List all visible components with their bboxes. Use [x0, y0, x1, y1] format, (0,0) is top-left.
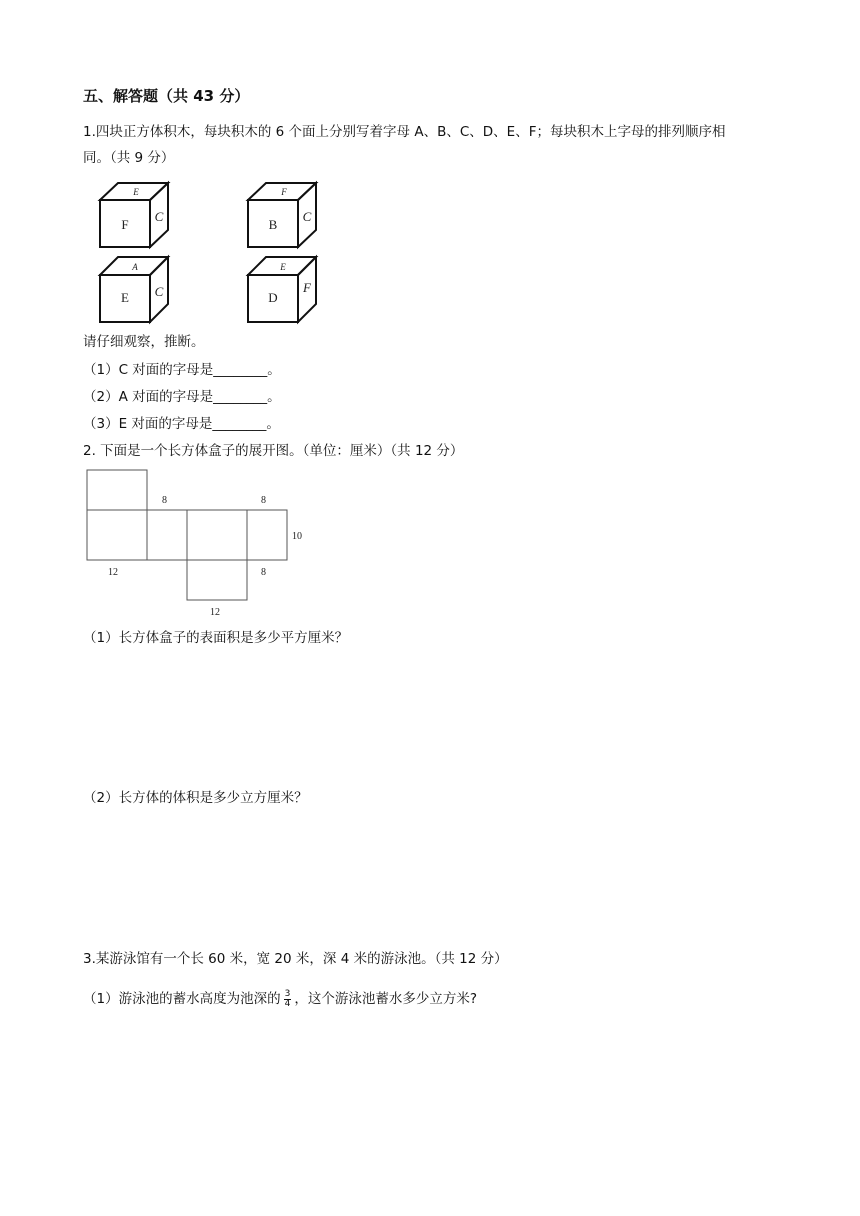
net-label-8-left: 8 — [162, 495, 167, 506]
q3-sub1-after: ，这个游泳池蓄水多少立方米? — [294, 991, 477, 1007]
cube-4 — [248, 257, 316, 322]
net-face-front — [87, 510, 147, 560]
cube-1 — [100, 183, 168, 247]
net-label-10: 10 — [292, 531, 302, 542]
q3-sub1 — [83, 987, 477, 1011]
q1-sub3: （3）E 对面的字母是________。 — [83, 416, 280, 432]
net-label-12-bottom: 12 — [210, 607, 220, 618]
net-label-8-right: 8 — [261, 495, 266, 506]
cube-3-front-letter: E — [121, 290, 129, 305]
cube-1-top-letter: E — [133, 187, 139, 197]
q1-text-line1: 1.四块正方体积木，每块积木的 6 个面上分别写着字母 A、B、C、D、E、F；每块积木上字母的排列顺序相 — [83, 124, 726, 140]
cubes-figure — [96, 180, 326, 326]
net-face-top — [87, 470, 147, 510]
fraction-three-quarters — [284, 990, 292, 1009]
q2-sub1: （1）长方体盒子的表面积是多少平方厘米？ — [83, 630, 349, 646]
fraction-numerator: 3 — [284, 988, 291, 999]
q1-sub1: （1）C 对面的字母是________。 — [83, 362, 281, 378]
cube-2 — [248, 183, 316, 247]
q3-sub1-before: （1）游泳池的蓄水高度为池深的 — [83, 991, 281, 1007]
cube-1-front-letter: F — [121, 217, 129, 232]
net-label-12-left: 12 — [108, 567, 118, 578]
q2-title: 2. 下面是一个长方体盒子的展开图。（单位：厘米）（共 12 分） — [83, 443, 464, 459]
cube-2-front-letter: B — [268, 217, 278, 232]
net-face-bottom — [187, 560, 247, 600]
net-face-back — [187, 510, 247, 560]
fraction-denominator: 4 — [284, 998, 291, 1009]
box-net-diagram — [80, 465, 320, 625]
q2-sub2: （2）长方体的体积是多少立方厘米？ — [83, 790, 308, 806]
cube-2-right-letter: C — [302, 209, 312, 224]
q3-title: 3.某游泳馆有一个长 60 米，宽 20 米，深 4 米的游泳池。（共 12 分） — [83, 951, 508, 967]
cube-4-right-letter: F — [303, 280, 311, 295]
net-face-side-left — [147, 510, 187, 560]
net-label-8-bottom: 8 — [261, 567, 266, 578]
q1-sub2: （2）A 对面的字母是________。 — [83, 389, 281, 405]
cube-4-top-letter: E — [280, 262, 286, 272]
net-face-side-right — [247, 510, 287, 560]
cube-3-top-letter: A — [132, 262, 138, 272]
cube-3-right-letter: C — [154, 284, 164, 299]
q1-text-line2: 同。（共 9 分） — [83, 150, 175, 166]
cube-3 — [100, 257, 168, 322]
cube-4-front-letter: D — [268, 290, 278, 305]
cube-2-top-letter: F — [281, 187, 287, 197]
section-heading: 五、解答题（共 43 分） — [83, 87, 250, 105]
cube-1-right-letter: C — [154, 209, 164, 224]
q1-instruction: 请仔细观察，推断。 — [83, 334, 205, 350]
